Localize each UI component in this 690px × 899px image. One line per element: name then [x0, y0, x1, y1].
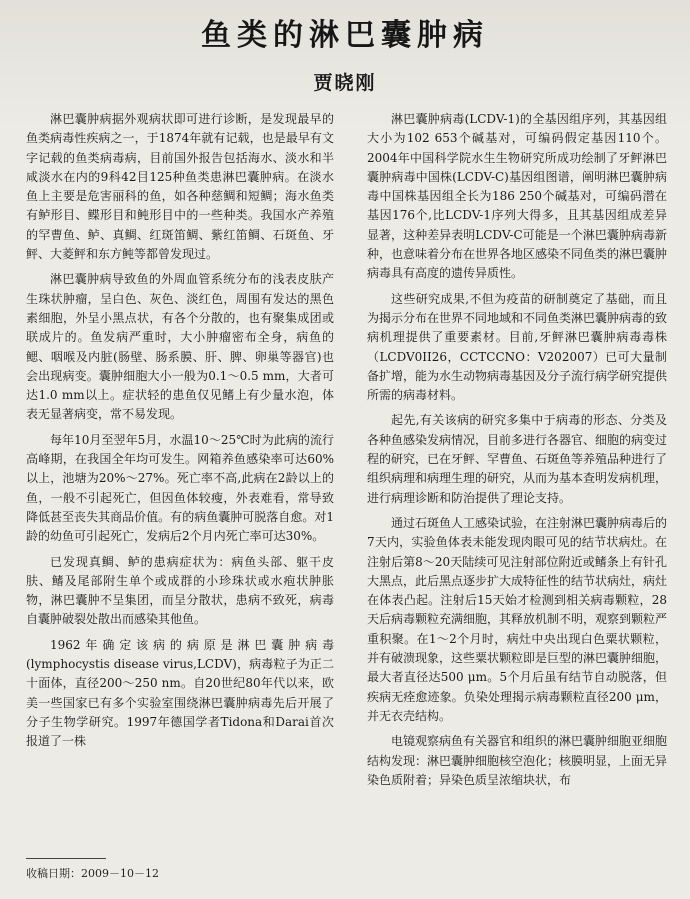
paragraph: 每年10月至翌年5月，水温10～25℃时为此病的流行高峰期，在我国全年均可发生。网箱养鱼感染率可达60%以上，池塘为20%～27%。死亡率不高,此病在2龄以上的鱼，一般不引起死亡，但因鱼体较瘦，外表难看，常导致降低甚至丧失其商品价值。有的病鱼囊肿可脱落自愈。对1龄的幼鱼可引起死亡，发病后2个月内死亡率可达30%。: [26, 432, 334, 544]
left-column: [26, 110, 334, 758]
paragraph: 1962年确定该病的病原是淋巴囊肿病毒(lymphocystis disease virus,LCDV)，病毒粒子为正二十面体，直径200～250 nm。自20世纪80年代以来，欧美一些国家已有多个实验室围绕淋巴囊肿病毒先后开展了分子生物学研究。1997年德国学者Tidona和Darai首次报道了一株: [26, 637, 334, 749]
paragraph: 通过石斑鱼人工感染试验，在注射淋巴囊肿病毒后的7天内，实验鱼体表未能发现肉眼可见的结节状病灶。在注射后第8～20天陆续可见注射部位附近或鳍条上有针孔大黑点，此后黑点逐步扩大成特征性的结节状病灶，病灶在体表凸起。注射后15天始才检测到相关病毒颗粒，28天后病毒颗粒充满细胞，其释放机制不明，观察到颗粒严重积聚。在1～2个月时，病灶中央出现白色粟状颗粒，并有破溃现象，这些粟状颗粒即是巨型的淋巴囊肿细胞，最大者直径达500 μm。5个月后虽有结节自动脱落，但疾病无痊愈迹象。负染处理揭示病毒颗粒直径200 μm，并无衣壳结构。: [367, 515, 668, 723]
article-author: 贾晓刚: [313, 72, 377, 94]
paragraph: 淋巴囊肿病导致鱼的外周血管系统分布的浅表皮肤产生珠状肿瘤，呈白色、灰色、淡红色，周围有发达的黑色素细胞，外呈小黑点状，有各个分散的，也有聚集成团或联成片的。鱼发病严重时，大小肿瘤密布全身，病鱼的鳃、咽喉及内脏(肠壁、肠系膜、肝、脾、卵巢等器官)也会出现病变。囊肿细胞大小一般为0.1～0.5 mm，大者可达1.0 mm以上。症状轻的患鱼仅见鳍上有少量水泡，体表无显著病变，常不易发现。: [26, 272, 334, 422]
received-date: 收稿日期：2009－10－12: [26, 867, 159, 880]
paragraph: 起先,有关该病的研究多集中于病毒的形态、分类及各种鱼感染发病情况，目前多进行各器官、细胞的病变过程的研究，已在牙鲆、罕曹鱼、石斑鱼等养殖品种进行了组织病理和病理生理的研究，从而为基本查明发病机理，进行病理诊断和防治提供了理论支持。: [367, 413, 668, 505]
footnote-rule: [26, 858, 106, 859]
article-title: 鱼类的淋巴囊肿病: [201, 18, 489, 53]
right-column: [367, 110, 667, 796]
paragraph: 淋巴囊肿病据外观病状即可进行诊断，是发现最早的鱼类病毒性疾病之一，于1874年就有记载，也是最早有文字记载的鱼类病毒病，目前国外报告包括海水、淡水和半咸淡水在内的9科42目125种鱼类患淋巴囊肿病。在淡水鱼上主要是危害丽科的鱼，如各种慈鲷和短鲷；海水鱼类有鲈形目、鲽形目和鲀形目中的一些种类。我国水产养殖的罕曹鱼、鲈、真鲷、红斑笛鲷、紫红笛鲷、石斑鱼、牙鲆、大菱鲆和东方鲀等都曾发现过。: [26, 112, 334, 262]
paragraph: 已发现真鲷、鲈的患病症状为：病鱼头部、躯干皮肤、鳍及尾部附生单个或成群的小珍珠状或水疱状肿胀物，淋巴囊肿不呈集团，而呈分散状，患病不致死，病毒自囊肿破裂处散出而感染其他鱼。: [26, 554, 334, 627]
paragraph: 电镜观察病鱼有关器官和组织的淋巴囊肿细胞亚细胞结构发现：淋巴囊肿细胞核空泡化；核膜明显，上面无异染色质附着；异染色质呈浓缩块状，布: [367, 734, 668, 787]
paragraph: 这些研究成果,不但为疫苗的研制奠定了基础，而且为揭示分布在世界不同地域和不同鱼类淋巴囊肿病毒的致病机理提供了重要素材。目前,牙鲆淋巴囊肿病毒毒株（LCDV0II26，CCTCCNO：V202007）已可大量制备扩增，能为水生动物病毒基因及分子流行病学研究提供所需的病毒材料。: [367, 291, 668, 403]
paragraph: 淋巴囊肿病毒(LCDV-1)的全基因组序列，其基因组大小为102 653个碱基对，可编码假定基因110个。2004年中国科学院水生生物研究所成功绘制了牙鲆淋巴囊肿病毒中国株(LCDV-C)基因组图谱，阐明淋巴囊肿病毒中国株基因组全长为186 250个碱基对，可编码潜在基因176个,比LCDV-1序列大得多，且其基因组成差异显著，这种差异表明LCDV-C可能是一个淋巴囊肿病毒新种，也意味着分布在世界各地区感染不同鱼类的淋巴囊肿病毒具有高度的遗传异质性。: [367, 112, 668, 281]
